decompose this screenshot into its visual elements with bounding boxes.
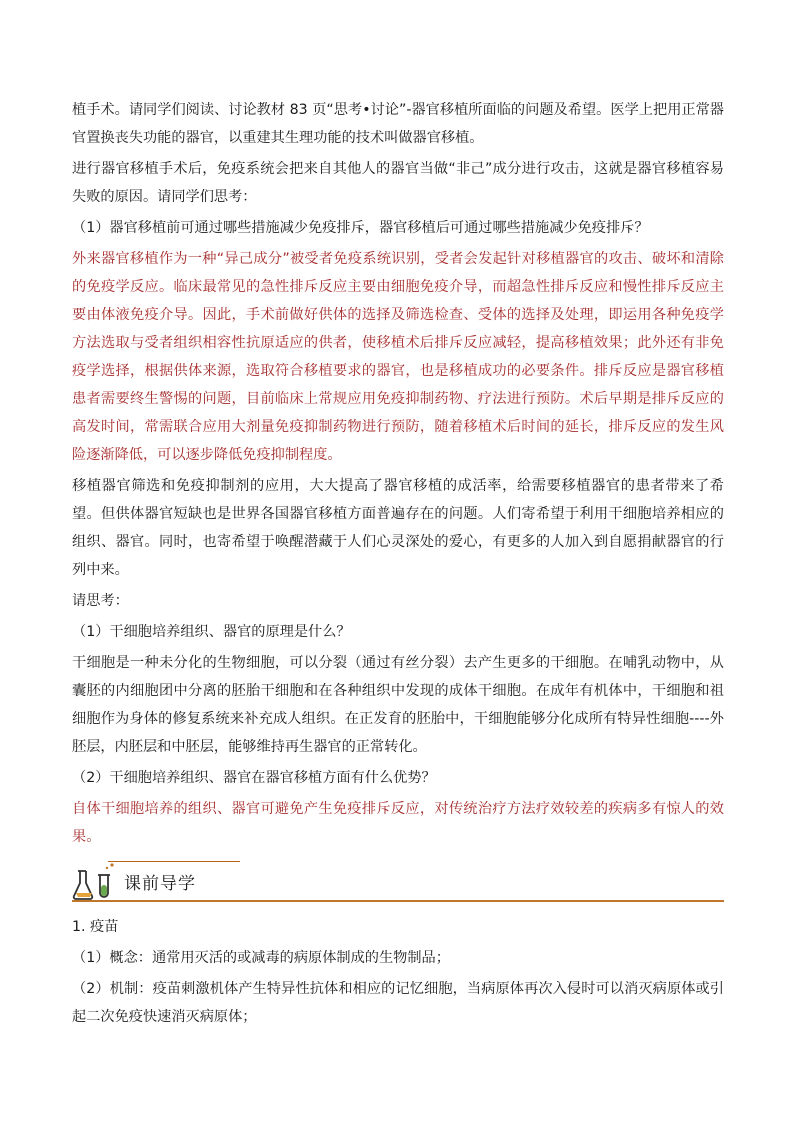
paragraph-donor-shortage: 移植器官筛选和免疫抑制剂的应用，大大提高了器官移植的成活率，给需要移植器官的患者带来了希望。但供体器官短缺也是世界各国器官移植方面普遍存在的问题。人们寄希望于利用干细胞培养相应的组织、器官。同时，也寄希望于唤醒潜藏于人们心灵深处的爱心，有更多的人加入到自愿捐献器官的行列中来。: [72, 478, 724, 578]
section-title: 课前导学: [124, 874, 196, 894]
section-top-rule: [108, 861, 240, 862]
guide-item-vaccine: 1. 疫苗: [72, 919, 119, 935]
paragraph-rejection: 进行器官移植手术后，免疫系统会把来自其他人的器官当做“非己”成分进行攻击，这就是器官移植容易失败的原因。请同学们思考：: [72, 161, 724, 205]
guide-vaccine-mechanism: （2）机制：疫苗刺激机体产生特异性抗体和相应的记忆细胞，当病原体再次入侵时可以消灭病原体或引起二次免疫快速消灭病原体；: [72, 981, 724, 1025]
answer-stem-cell-advantage: 自体干细胞培养的组织、器官可避免产生免疫排斥反应，对传统治疗方法疗效较差的疾病多有惊人的效果。: [72, 801, 724, 845]
lab-flask-icon: [72, 861, 116, 901]
section-bottom-rule: [72, 900, 724, 902]
question-reduce-rejection: （1）器官移植前可通过哪些措施减少免疫排斥，器官移植后可通过哪些措施减少免疫排斥？: [72, 220, 649, 236]
answer-stem-cell-principle: 干细胞是一种未分化的生物细胞，可以分裂（通过有丝分裂）去产生更多的干细胞。在哺乳动物中，从囊胚的内细胞团中分离的胚胎干细胞和在各种组织中发现的成体干细胞。在成年有机体中，干细胞和祖细胞作为身体的修复系统来补充成人组织。在正发育的胚胎中，干细胞能够分化成所有特异性细胞----外胚层，内胚层和中胚层，能够维持再生器官的正常转化。: [72, 655, 724, 755]
question-stem-cell-advantage: （2）干细胞培养组织、器官在器官移植方面有什么优势？: [72, 770, 436, 786]
answer-reduce-rejection: 外来器官移植作为一种“异己成分”被受者免疫系统识别，受者会发起针对移植器官的攻击、破坏和清除的免疫学反应。临床最常见的急性排斥反应主要由细胞免疫介导，而超急性排斥反应和慢性排斥反应主要由体液免疫介导。因此，手术前做好供体的选择及筛选检查、受体的选择及处理，即运用各种免疫学方法选取与受者组织相容性抗原适应的供者，使移植术后排斥反应减轻，提高移植效果；此外还有非免疫学选择，根据供体来源，选取符合移植要求的器官，也是移植成功的必要条件。排斥反应是器官移植患者需要终生警惕的问题，目前临床上常规应用免疫抑制药物、疗法进行预防。术后早期是排斥反应的高发时间，常需联合应用大剂量免疫抑制药物进行预防，随着移植术后时间的延长，排斥反应的发生风险逐渐降低，可以逐步降低免疫抑制程度。: [72, 251, 724, 463]
paragraph-think: 请思考：: [72, 593, 129, 609]
paragraph-intro: 植手术。请同学们阅读、讨论教材 83 页“思考•讨论”-器官移植所面临的问题及希望。医学上把用正常器官置换丧失功能的器官，以重建其生理功能的技术叫做器官移植。: [72, 102, 724, 146]
page-content: [72, 96, 724, 1031]
guide-vaccine-concept: （1）概念：通常用灭活的或减毒的病原体制成的生物制品；: [72, 950, 450, 966]
section-header: [72, 859, 724, 905]
question-stem-cell-principle: （1）干细胞培养组织、器官的原理是什么？: [72, 624, 351, 640]
